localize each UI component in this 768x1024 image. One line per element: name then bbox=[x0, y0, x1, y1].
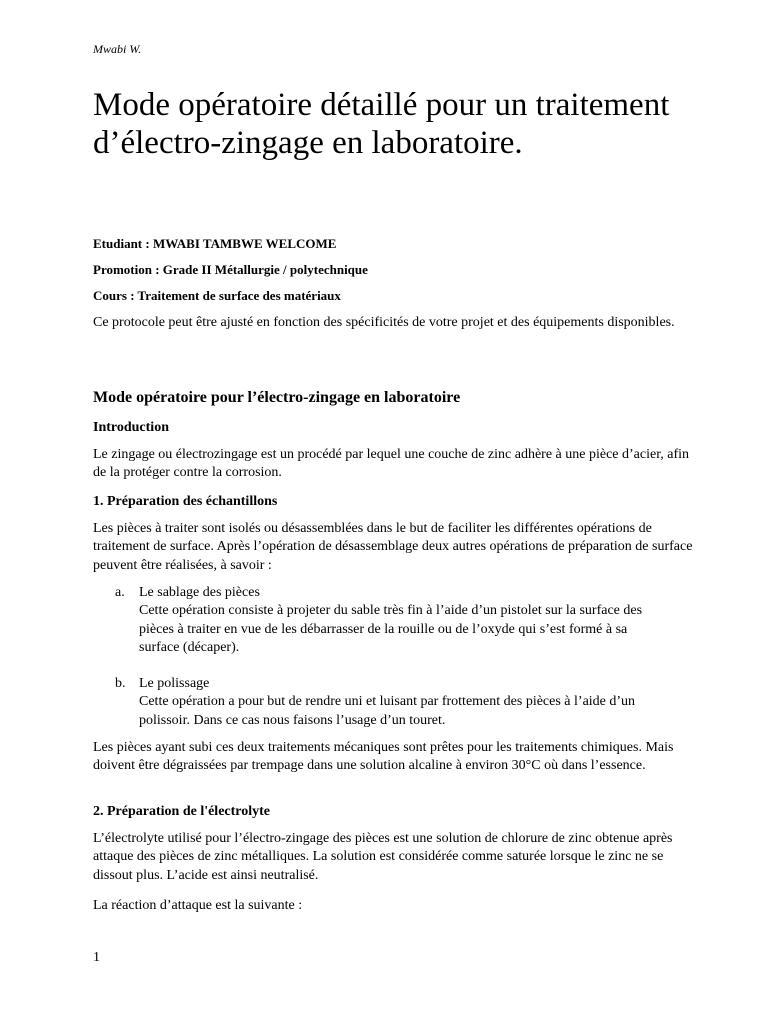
preparation-steps-list-continued bbox=[93, 675, 693, 730]
list-item bbox=[93, 584, 693, 657]
preparation-electrolyte-text: L’électrolyte utilisé pour l’électro-zingage des pièces est une solution de chlorure de zinc obtenue après attaque des pièces de zinc métalliques. La solution est considérée comme saturée lorsque le zinc ne se dissout plus. L’acide est ainsi neutralisé. bbox=[93, 831, 673, 883]
page-number: 1 bbox=[93, 950, 100, 965]
list-item-title: Le polissage bbox=[139, 676, 210, 691]
section-title: Mode opératoire pour l’électro-zingage en laboratoire bbox=[93, 389, 461, 406]
list-marker: a. bbox=[115, 585, 125, 600]
preparation-samples-heading: 1. Préparation des échantillons bbox=[93, 494, 278, 509]
list-item-body: Cette opération consiste à projeter du sable très fin à l’aide d’un pistolet sur la surface des pièces à traiter en vue de les débarrasser de la rouille ou de l’oxyde qui s’est formé à sa surface (décaper). bbox=[139, 603, 643, 655]
student-line: Etudiant : MWABI TAMBWE WELCOME bbox=[93, 236, 337, 251]
introduction-text: Le zingage ou électrozingage est un procédé par lequel une couche de zinc adhère à une pièce d’acier, afin de la protéger contre la corrosion. bbox=[93, 447, 690, 481]
header-author: Mwabi W. bbox=[93, 42, 142, 56]
document-title: Mode opératoire détaillé pour un traitement d’électro-zingage en laboratoire. bbox=[93, 87, 670, 161]
course-line: Cours : Traitement de surface des matériaux bbox=[93, 288, 341, 303]
preparation-electrolyte-heading: 2. Préparation de l'électrolyte bbox=[93, 804, 271, 819]
preparation-samples-text: Les pièces à traiter sont isolés ou désassemblées dans le but de faciliter les différentes opérations de traitement de surface. Après l’opération de désassemblage deux autres opérations de préparation de surface peuvent être réalisées, à savoir : bbox=[93, 521, 693, 573]
preparation-steps-list bbox=[93, 584, 693, 657]
list-item bbox=[93, 675, 693, 730]
preparation-samples-after: Les pièces ayant subi ces deux traitements mécaniques sont prêtes pour les traitements chimiques. Mais doivent être dégraissées par trempage dans une solution alcaline à environ 30°C où dans l’essence. bbox=[93, 740, 674, 774]
list-item-title: Le sablage des pièces bbox=[139, 585, 260, 600]
list-marker: b. bbox=[115, 676, 126, 691]
list-item-body: Cette opération a pour but de rendre uni et luisant par frottement des pièces à l’aide d’un polissoir. Dans ce cas nous faisons l’usage d’un touret. bbox=[139, 694, 636, 728]
introduction-heading: Introduction bbox=[93, 420, 169, 435]
reaction-intro: La réaction d’attaque est la suivante : bbox=[93, 898, 303, 913]
promotion-line: Promotion : Grade II Métallurgie / polytechnique bbox=[93, 262, 368, 277]
intro-note: Ce protocole peut être ajusté en fonction des spécificités de votre projet et des équipements disponibles. bbox=[93, 315, 675, 330]
